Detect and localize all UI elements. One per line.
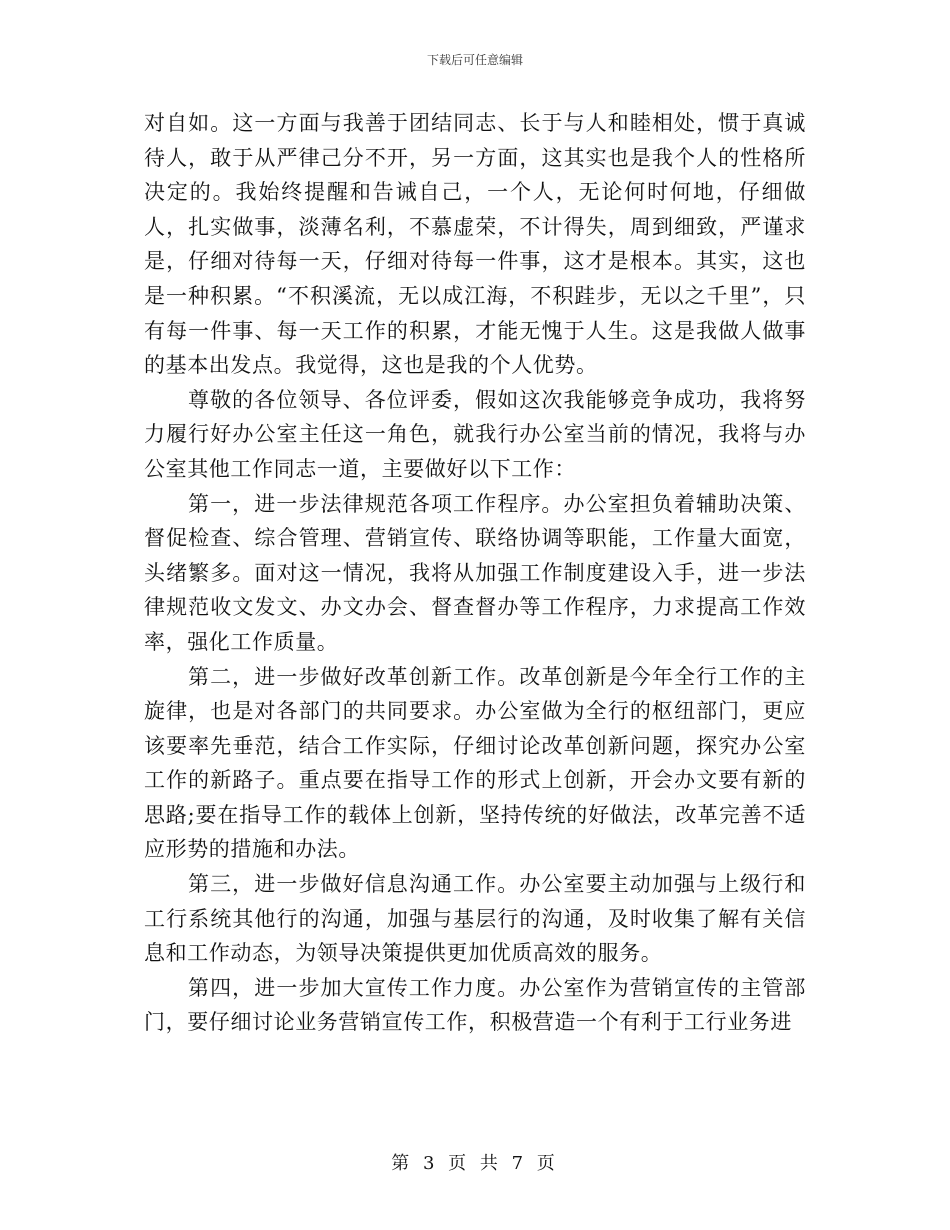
page-header-note: 下载后可任意编辑 [426,53,523,67]
paragraph-first-item: 第一，进一步法律规范各项工作程序。办公室担负着辅助决策、督促检查、综合管理、营销宣传、联络协调等职能，工作量大面宽，头绪繁多。面对这一情况，我将从加强工作制度建设入手，进一步法律规范收文发文、办文办会、督查督办等工作程序，力求提高工作效率，强化工作质量。 [144,491,806,654]
document-body [144,106,806,1040]
paragraph-fourth-item: 第四，进一步加大宣传工作力度。办公室作为营销宣传的主管部门，要仔细讨论业务营销宣传工作，积极营造一个有利于工行业务进 [144,975,806,1035]
paragraph-intro: 尊敬的各位领导、各位评委，假如这次我能够竞争成功，我将努力履行好办公室主任这一角色，就我行办公室当前的情况，我将与办公室其他工作同志一道，主要做好以下工作： [144,387,806,481]
page-number-footer: 第 3 页 共 7 页 [391,1153,559,1174]
paragraph-third-item: 第三，进一步做好信息沟通工作。办公室要主动加强与上级行和工行系统其他行的沟通，加强与基层行的沟通，及时收集了解有关信息和工作动态，为领导决策提供更加优质高效的服务。 [144,872,806,966]
paragraph-continuation: 对自如。这一方面与我善于团结同志、长于与人和睦相处，惯于真诚待人，敢于从严律己分不开，另一方面，这其实也是我个人的性格所决定的。我始终提醒和告诫自己，一个人，无论何时何地，仔细做人，扎实做事，淡薄名利，不慕虚荣，不计得失，周到细致，严谨求是，仔细对待每一天，仔细对待每一件事，这才是根本。其实，这也是一种积累。“不积溪流，无以成江海，不积跬步，无以之千里”，只有每一件事、每一天工作的积累，才能无愧于人生。这是我做人做事的基本出发点。我觉得，这也是我的个人优势。 [144,111,806,378]
paragraph-second-item: 第二，进一步做好改革创新工作。改革创新是今年全行工作的主旋律，也是对各部门的共同要求。办公室做为全行的枢纽部门，更应该要率先垂范，结合工作实际，仔细讨论改革创新问题，探究办公室工作的新路子。重点要在指导工作的形式上创新，开会办文要有新的思路;要在指导工作的载体上创新，坚持传统的好做法，改革完善不适应形势的措施和办法。 [144,664,806,862]
